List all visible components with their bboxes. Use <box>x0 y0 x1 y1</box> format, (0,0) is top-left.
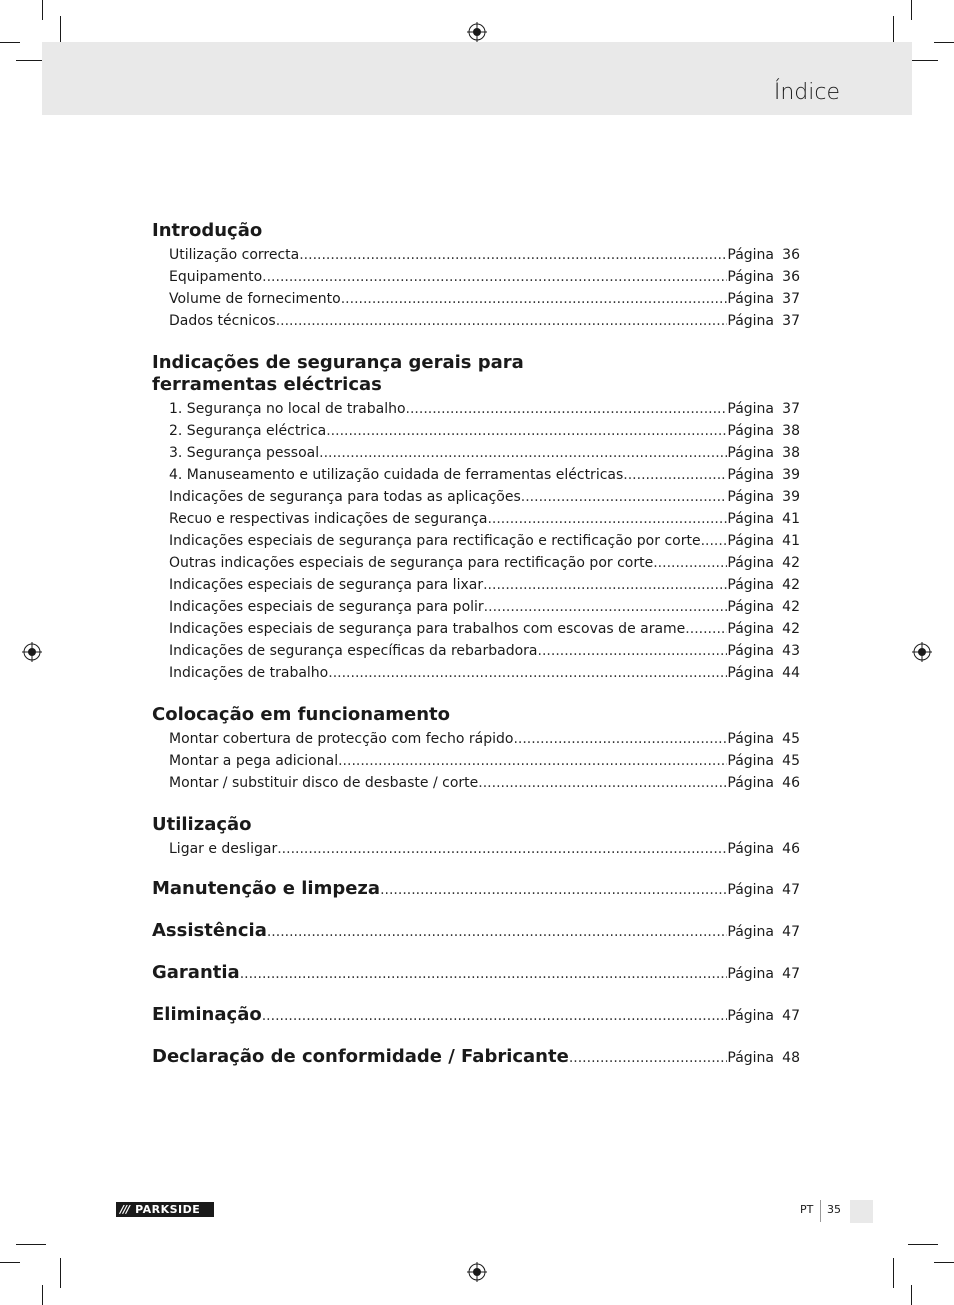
page-word: Página <box>727 489 774 505</box>
page-number: 42 <box>782 577 800 593</box>
section-title: Garantia <box>152 962 240 983</box>
dot-leader <box>623 464 727 486</box>
page-number: 39 <box>782 489 800 505</box>
page-word: Página <box>727 599 774 615</box>
toc-top-entry[interactable] <box>152 878 800 899</box>
dot-leader <box>380 882 727 898</box>
toc-entry[interactable] <box>152 310 800 332</box>
dot-leader <box>262 266 727 288</box>
dot-leader <box>569 1050 728 1066</box>
page-word: Página <box>727 841 774 857</box>
page-word: Página <box>727 665 774 681</box>
dot-leader <box>341 288 728 310</box>
section-title: Colocação em funcionamento <box>152 704 450 725</box>
entry-label: 4. Manuseamento e utilização cuidada de ferramentas eléctricas <box>169 467 624 483</box>
crop-mark <box>934 42 954 43</box>
section-title: Declaração de conformidade / Fabricante <box>152 1046 569 1067</box>
dot-leader <box>240 966 728 982</box>
page-word: Página <box>727 643 774 659</box>
crop-mark <box>911 1285 912 1305</box>
page-word: Página <box>727 467 774 483</box>
dot-leader <box>521 486 728 508</box>
registration-mark-icon <box>22 642 42 662</box>
dot-leader <box>484 596 728 618</box>
toc-entry[interactable] <box>152 266 800 288</box>
toc-entry[interactable] <box>152 464 800 486</box>
toc-entry[interactable] <box>152 750 800 772</box>
toc-entry[interactable] <box>152 662 800 684</box>
registration-mark-icon <box>467 1262 487 1282</box>
toc-entry[interactable] <box>152 552 800 574</box>
dot-leader <box>267 924 728 940</box>
crop-mark <box>42 1285 43 1305</box>
entry-label: Recuo e respectivas indicações de segurança <box>169 511 488 527</box>
page-word: Página <box>727 555 774 571</box>
entry-label: 1. Segurança no local de trabalho <box>169 401 406 417</box>
entry-label: Indicações especiais de segurança para rectificação e rectificação por corte <box>169 533 701 549</box>
page-word: Página <box>727 621 774 637</box>
page-word: Página <box>727 731 774 747</box>
toc-section-utilizacao <box>152 814 800 860</box>
page-word: Página <box>727 1050 774 1066</box>
logo-brand: PARKSIDE <box>135 1203 201 1216</box>
toc-top-entry[interactable] <box>152 962 800 983</box>
toc-entry[interactable] <box>152 772 800 794</box>
entry-label: Indicações de segurança para todas as aplicações <box>169 489 521 505</box>
page-number: 36 <box>782 247 800 263</box>
dot-leader <box>328 662 727 684</box>
crop-mark <box>42 0 43 20</box>
page-word: Página <box>727 511 774 527</box>
page-number: 44 <box>782 665 800 681</box>
page-number: 47 <box>782 966 800 982</box>
dot-leader <box>338 750 727 772</box>
page-number: 42 <box>782 599 800 615</box>
dot-leader <box>319 442 727 464</box>
page-number: 46 <box>782 775 800 791</box>
toc-entry[interactable] <box>152 442 800 464</box>
toc-entry[interactable] <box>152 838 800 860</box>
dot-leader <box>538 640 728 662</box>
page-word: Página <box>727 775 774 791</box>
page-number: 46 <box>782 841 800 857</box>
page-number: 39 <box>782 467 800 483</box>
page-number: 36 <box>782 269 800 285</box>
page-word: Página <box>727 966 774 982</box>
toc-entry[interactable] <box>152 244 800 266</box>
entry-label: Indicações de trabalho <box>169 665 329 681</box>
footer-tab <box>850 1200 873 1223</box>
entry-label: Volume de fornecimento <box>169 291 341 307</box>
toc-top-entry[interactable] <box>152 920 800 941</box>
toc-entry[interactable] <box>152 508 800 530</box>
entry-label: Dados técnicos <box>169 313 276 329</box>
registration-mark-icon <box>467 22 487 42</box>
entry-label: Indicações de segurança específicas da rebarbadora <box>169 643 538 659</box>
toc-section-introducao <box>152 220 800 332</box>
page-word: Página <box>727 401 774 417</box>
page-number: 47 <box>782 882 800 898</box>
page-word: Página <box>727 753 774 769</box>
dot-leader <box>299 244 727 266</box>
dot-leader <box>262 1008 728 1024</box>
toc-top-entry[interactable] <box>152 1004 800 1025</box>
entry-label: Montar cobertura de protecção com fecho rápido <box>169 731 514 747</box>
toc-entry[interactable] <box>152 420 800 442</box>
dot-leader <box>483 574 727 596</box>
entry-label: Outras indicações especiais de segurança para rectificação por corte <box>169 555 654 571</box>
page-number: 47 <box>782 924 800 940</box>
page-number: 48 <box>782 1050 800 1066</box>
section-title: Eliminação <box>152 1004 262 1025</box>
entry-label: Montar a pega adicional <box>169 753 339 769</box>
toc-section-seguranca <box>152 352 800 684</box>
page-word: Página <box>727 247 774 263</box>
section-title: Introdução <box>152 220 263 241</box>
page-number: 37 <box>782 291 800 307</box>
dot-leader <box>685 618 727 640</box>
section-title-line2: ferramentas eléctricas <box>152 374 382 395</box>
language-code: PT <box>800 1203 814 1216</box>
page-word: Página <box>727 313 774 329</box>
dot-leader <box>277 838 727 860</box>
page-title: Índice <box>773 80 840 105</box>
dot-leader <box>478 772 727 794</box>
toc-section-colocacao <box>152 704 800 794</box>
page-word: Página <box>727 1008 774 1024</box>
page-word: Página <box>727 882 774 898</box>
logo-slashes: /// <box>120 1203 130 1216</box>
registration-mark-icon <box>912 642 932 662</box>
entry-label: Utilização correcta <box>169 247 300 263</box>
toc-entry[interactable] <box>152 574 800 596</box>
toc-entry[interactable] <box>152 486 800 508</box>
dot-leader <box>326 420 727 442</box>
crop-mark <box>60 1258 61 1288</box>
parkside-logo <box>116 1202 214 1217</box>
toc-entry[interactable] <box>152 288 800 310</box>
crop-mark <box>911 0 912 20</box>
page-number: 45 <box>782 753 800 769</box>
toc-entry[interactable] <box>152 596 800 618</box>
entry-label: 3. Segurança pessoal <box>169 445 320 461</box>
page-word: Página <box>727 269 774 285</box>
toc-entry[interactable] <box>152 728 800 750</box>
section-title: Utilização <box>152 814 252 835</box>
footer-divider <box>820 1200 821 1222</box>
page-word: Página <box>727 924 774 940</box>
table-of-contents <box>152 220 800 1088</box>
crop-mark <box>908 60 938 61</box>
section-title: Manutenção e limpeza <box>152 878 381 899</box>
page-word: Página <box>727 577 774 593</box>
dot-leader <box>653 552 727 574</box>
page-number-footer: 35 <box>827 1203 841 1216</box>
page-number: 42 <box>782 621 800 637</box>
entry-label: Montar / substituir disco de desbaste / corte <box>169 775 479 791</box>
page-number: 37 <box>782 401 800 417</box>
dot-leader <box>276 310 728 332</box>
toc-top-entry[interactable] <box>152 1046 800 1067</box>
page-word: Página <box>727 445 774 461</box>
toc-entry[interactable] <box>152 530 800 552</box>
page-number: 42 <box>782 555 800 571</box>
page-number: 45 <box>782 731 800 747</box>
dot-leader <box>406 398 728 420</box>
page-number: 37 <box>782 313 800 329</box>
page-number: 38 <box>782 423 800 439</box>
dot-leader <box>701 530 728 552</box>
page-number: 41 <box>782 533 800 549</box>
crop-mark <box>934 1262 954 1263</box>
crop-mark <box>893 1258 894 1288</box>
page-number: 41 <box>782 511 800 527</box>
crop-mark <box>0 42 20 43</box>
page-word: Página <box>727 291 774 307</box>
crop-mark <box>0 1262 20 1263</box>
page-number: 38 <box>782 445 800 461</box>
entry-label: 2. Segurança eléctrica <box>169 423 327 439</box>
section-title: Assistência <box>152 920 267 941</box>
crop-mark <box>16 1244 46 1245</box>
crop-mark <box>908 1244 938 1245</box>
entry-label: Indicações especiais de segurança para lixar <box>169 577 484 593</box>
entry-label: Equipamento <box>169 269 263 285</box>
entry-label: Indicações especiais de segurança para trabalhos com escovas de arame <box>169 621 686 637</box>
section-title-line1: Indicações de segurança gerais para <box>152 352 524 373</box>
toc-entry[interactable] <box>152 618 800 640</box>
page-number: 47 <box>782 1008 800 1024</box>
page-word: Página <box>727 423 774 439</box>
toc-entry[interactable] <box>152 398 800 420</box>
entry-label: Ligar e desligar <box>169 841 278 857</box>
page-number: 43 <box>782 643 800 659</box>
dot-leader <box>513 728 727 750</box>
entry-label: Indicações especiais de segurança para polir <box>169 599 484 615</box>
toc-entry[interactable] <box>152 640 800 662</box>
page-word: Página <box>727 533 774 549</box>
dot-leader <box>487 508 727 530</box>
